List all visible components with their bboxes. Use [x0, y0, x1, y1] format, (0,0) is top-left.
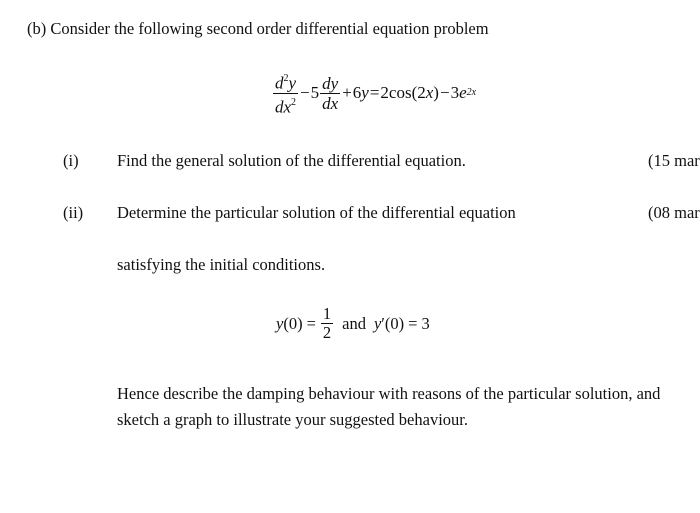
y-symbol: y	[373, 313, 382, 333]
y-prime-argument: ′(0)	[381, 313, 405, 333]
equals-sign: =	[369, 83, 380, 103]
part-ii-continuation: satisfying the initial conditions.	[117, 255, 326, 274]
initial-conditions	[276, 305, 430, 342]
plus-sign: +	[342, 83, 352, 103]
hence-line-1: Hence describe the damping behaviour with reasons of the particular solution, and	[117, 384, 661, 403]
minus-sign: −	[300, 83, 310, 103]
y-symbol: y	[288, 73, 297, 93]
dy-symbol: dy	[322, 73, 339, 93]
question-heading: (b) Consider the following second order differential equation problem	[27, 19, 489, 38]
part-ii-marks: (08 mar	[648, 203, 700, 222]
close-paren: )	[433, 83, 439, 103]
fraction-denominator: 2	[322, 323, 332, 342]
order-superscript: 2	[283, 73, 289, 84]
part-ii-text: Determine the particular solution of the differential equation	[117, 203, 516, 222]
minus-sign: −	[439, 83, 450, 103]
part-i-marks: (15 mar	[648, 151, 700, 170]
fraction-numerator: 1	[322, 304, 332, 323]
hence-line-2: sketch a graph to illustrate your suggested behaviour.	[117, 410, 468, 429]
coefficient-3: 3	[450, 83, 460, 103]
one-half-fraction	[321, 305, 333, 342]
cos-term: 2cos(2	[380, 83, 426, 103]
d-symbol: d	[275, 73, 284, 93]
dx-symbol: dx	[322, 93, 339, 113]
y-term: y	[361, 83, 369, 103]
differential-equation	[272, 70, 476, 116]
and-word: and	[342, 313, 366, 333]
second-derivative-fraction	[273, 70, 298, 116]
order-superscript: 2	[291, 96, 297, 108]
part-i-numeral: (i)	[63, 151, 79, 170]
exponent-2x: 2x	[466, 86, 477, 98]
equals-sign: =	[306, 313, 316, 333]
y0-argument: (0)	[283, 313, 303, 333]
coefficient-6: 6	[352, 83, 362, 103]
initial-slope-value: 3	[421, 313, 430, 333]
dx-symbol: dx	[275, 97, 292, 117]
equals-sign: =	[408, 313, 418, 333]
y-symbol: y	[276, 313, 284, 333]
coefficient-5: 5	[310, 83, 320, 103]
x-symbol: x	[425, 83, 434, 103]
part-ii-numeral: (ii)	[63, 203, 84, 222]
part-i-text: Find the general solution of the differential equation.	[117, 151, 466, 170]
first-derivative-fraction	[320, 74, 340, 113]
e-symbol: e	[459, 83, 467, 103]
